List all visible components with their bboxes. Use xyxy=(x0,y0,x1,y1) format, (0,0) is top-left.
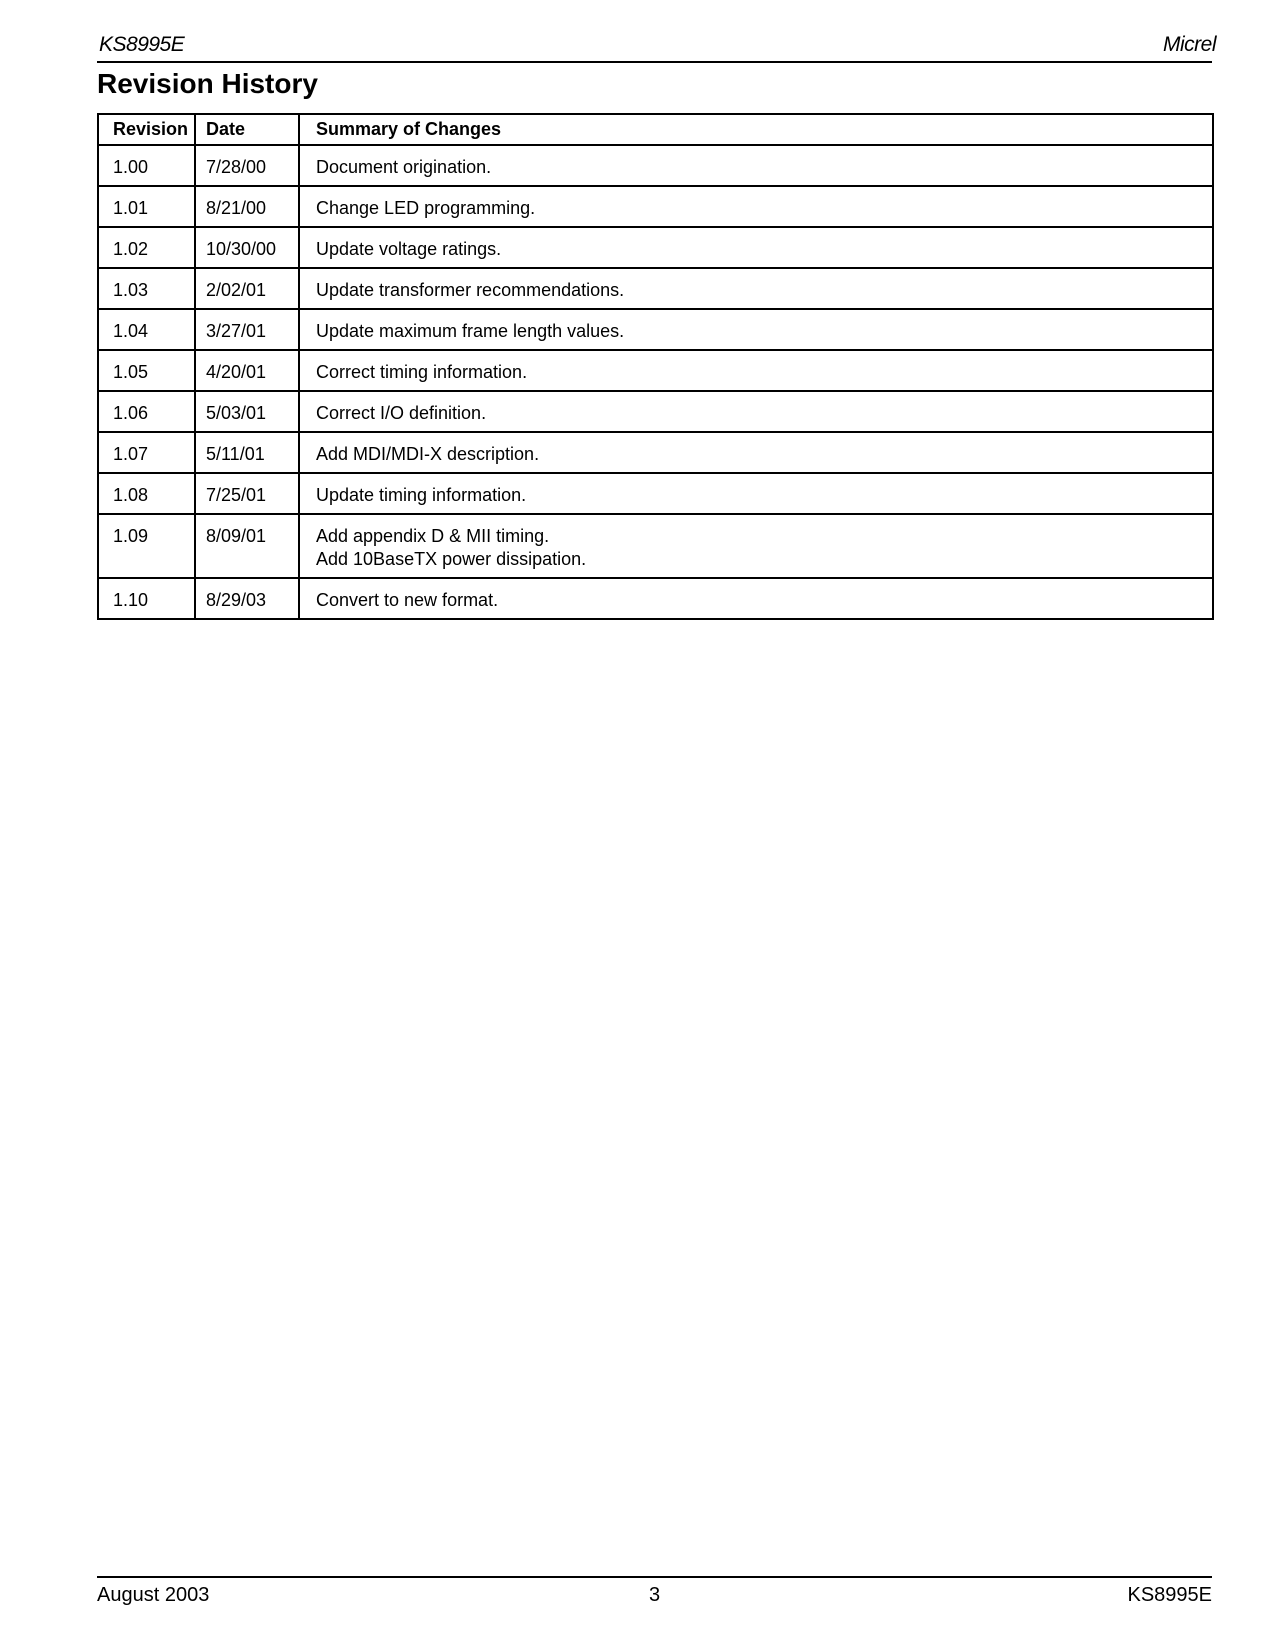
header-company-name: Micrel xyxy=(1163,33,1216,56)
table-row xyxy=(98,186,1213,227)
summary-line: Update timing information. xyxy=(316,485,527,505)
table-body xyxy=(98,145,1213,619)
footer-date: August 2003 xyxy=(97,1584,210,1606)
cell-date: 4/20/01 xyxy=(195,350,299,391)
page-header xyxy=(97,33,1216,63)
summary-line: Correct I/O definition. xyxy=(316,403,487,423)
revision-history-table xyxy=(97,113,1214,620)
cell-summary xyxy=(299,350,1213,391)
table-row xyxy=(98,268,1213,309)
cell-revision: 1.02 xyxy=(98,227,195,268)
table-row xyxy=(98,432,1213,473)
cell-summary xyxy=(299,473,1213,514)
table-row xyxy=(98,391,1213,432)
summary-line: Add appendix D & MII timing. xyxy=(316,526,550,546)
summary-line: Update transformer recommendations. xyxy=(316,280,625,300)
cell-revision: 1.00 xyxy=(98,145,195,186)
cell-revision: 1.06 xyxy=(98,391,195,432)
table-row xyxy=(98,350,1213,391)
cell-revision: 1.07 xyxy=(98,432,195,473)
cell-summary xyxy=(299,391,1213,432)
summary-line: Change LED programming. xyxy=(316,198,536,218)
cell-summary xyxy=(299,578,1213,619)
cell-summary xyxy=(299,432,1213,473)
summary-line: Update voltage ratings. xyxy=(316,239,502,259)
cell-date: 8/09/01 xyxy=(195,514,299,578)
table-row xyxy=(98,309,1213,350)
cell-revision: 1.05 xyxy=(98,350,195,391)
cell-date: 2/02/01 xyxy=(195,268,299,309)
cell-date: 10/30/00 xyxy=(195,227,299,268)
cell-date: 8/29/03 xyxy=(195,578,299,619)
footer-product-name: KS8995E xyxy=(1127,1584,1212,1606)
cell-date: 5/03/01 xyxy=(195,391,299,432)
table-row xyxy=(98,578,1213,619)
cell-summary xyxy=(299,268,1213,309)
cell-revision: 1.04 xyxy=(98,309,195,350)
summary-line: Convert to new format. xyxy=(316,590,499,610)
cell-date: 3/27/01 xyxy=(195,309,299,350)
column-header-revision: Revision xyxy=(98,114,195,145)
summary-line: Add 10BaseTX power dissipation. xyxy=(316,549,587,569)
cell-summary xyxy=(299,145,1213,186)
column-header-summary: Summary of Changes xyxy=(299,114,1213,145)
summary-line: Update maximum frame length values. xyxy=(316,321,625,341)
cell-date: 5/11/01 xyxy=(195,432,299,473)
table-row xyxy=(98,227,1213,268)
footer-page-number: 3 xyxy=(648,1584,661,1606)
cell-date: 7/28/00 xyxy=(195,145,299,186)
cell-date: 7/25/01 xyxy=(195,473,299,514)
page-footer xyxy=(97,1576,1212,1618)
column-header-date: Date xyxy=(195,114,299,145)
cell-revision: 1.10 xyxy=(98,578,195,619)
table-row xyxy=(98,145,1213,186)
summary-line: Add MDI/MDI-X description. xyxy=(316,444,540,464)
header-product-name: KS8995E xyxy=(99,33,185,56)
table-row xyxy=(98,473,1213,514)
cell-summary xyxy=(299,514,1213,578)
cell-revision: 1.03 xyxy=(98,268,195,309)
cell-summary xyxy=(299,227,1213,268)
cell-revision: 1.09 xyxy=(98,514,195,578)
summary-line: Correct timing information. xyxy=(316,362,528,382)
summary-line: Document origination. xyxy=(316,157,492,177)
cell-summary xyxy=(299,186,1213,227)
table-row xyxy=(98,514,1213,578)
cell-date: 8/21/00 xyxy=(195,186,299,227)
table-header-row xyxy=(98,114,1213,145)
cell-summary xyxy=(299,309,1213,350)
cell-revision: 1.01 xyxy=(98,186,195,227)
page-title: Revision History xyxy=(97,68,318,99)
cell-revision: 1.08 xyxy=(98,473,195,514)
